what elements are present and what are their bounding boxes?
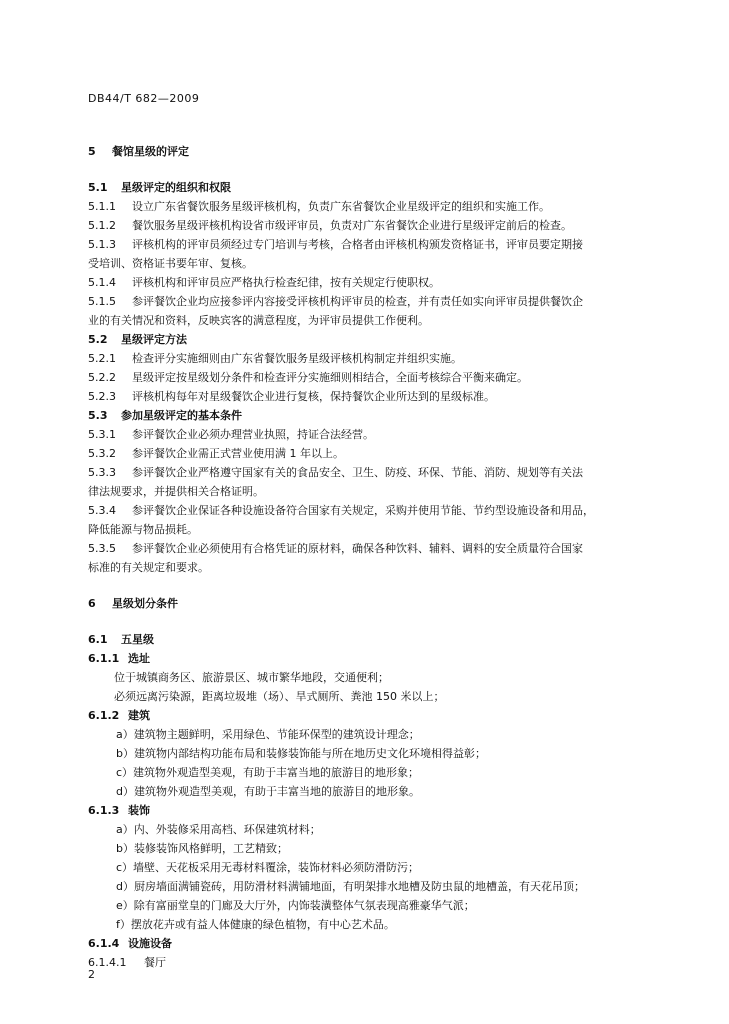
- clause-6-1-3-item-f: f）摆放花卉或有益人体健康的绿色植物，有中心艺术品。: [116, 918, 395, 931]
- clause-5-1-3-cont: 受培训、资格证书要年审、复核。: [88, 257, 253, 270]
- clause-5-3-5: 5.3.5 参评餐饮企业必须使用有合格凭证的原材料，确保各种饮料、辅料、调料的安全质量符合国家: [88, 542, 583, 555]
- document-header: DB44/T 682—2009: [88, 92, 200, 105]
- clause-6-1-3-item-e: e）除有富丽堂皇的门廊及大厅外，内饰装潢整体气氛表现高雅豪华气派；: [116, 899, 475, 912]
- clause-6-1-2-item-a: a）建筑物主题鲜明，采用绿色、节能环保型的建筑设计理念；: [116, 728, 420, 741]
- clause-5-1: 5.1 星级评定的组织和权限: [88, 181, 231, 194]
- clause-6-1-3-item-c: c）墙壁、天花板采用无毒材料覆涂，装饰材料必须防滑防污；: [116, 861, 420, 874]
- clause-6-1-3-item-b: b）装修装饰风格鲜明，工艺精致；: [116, 842, 288, 855]
- clause-6-1-2-item-b: b）建筑物内部结构功能布局和装修装饰能与所在地历史文化环境相得益彰；: [116, 747, 486, 760]
- clause-6-1-4-1: 6.1.4.1 餐厅: [88, 956, 166, 969]
- clause-5-1-5: 5.1.5 参评餐饮企业均应接参评内容接受评核机构评审员的检查，并有责任如实向评审员提供餐饮企: [88, 295, 583, 308]
- clause-5-2-1: 5.2.1 检查评分实施细则由广东省餐饮服务星级评核机构制定并组织实施。: [88, 352, 462, 365]
- clause-6-1-4: 6.1.4 设施设备: [88, 937, 172, 950]
- clause-5-3-3-cont: 律法规要求，并提供相关合格证明。: [88, 485, 264, 498]
- clause-5-2: 5.2 星级评定方法: [88, 333, 187, 346]
- clause-6-1-2-item-d: d）建筑物外观造型美观，有助于丰富当地的旅游目的地形象。: [116, 785, 420, 798]
- clause-6-1-3-item-d: d）厨房墙面满铺瓷砖，用防滑材料满铺地面，有明架排水地槽及防虫鼠的地槽盖，有天花吊顶；: [116, 880, 585, 893]
- clause-6-1-2: 6.1.2 建筑: [88, 709, 150, 722]
- clause-5-3-5-cont: 标准的有关规定和要求。: [88, 561, 209, 574]
- clause-5-2-2: 5.2.2 星级评定按星级划分条件和检查评分实施细则相结合，全面考核综合平衡来确定。: [88, 371, 528, 384]
- clause-5-3-4: 5.3.4 参评餐饮企业保证各种设施设备符合国家有关规定，采购并使用节能、节约型设施设备和用品，: [88, 504, 594, 517]
- clause-5-1-2: 5.1.2 餐饮服务星级评核机构设省市级评审员，负责对广东省餐饮企业进行星级评定前后的检查。: [88, 219, 572, 232]
- clause-5-2-3: 5.2.3 评核机构每年对星级餐饮企业进行复核，保持餐饮企业所达到的星级标准。: [88, 390, 495, 403]
- clause-5-1-4: 5.1.4 评核机构和评审员应严格执行检查纪律，按有关规定行使职权。: [88, 276, 440, 289]
- section-5-heading: 5 餐馆星级的评定: [88, 145, 189, 158]
- clause-6-1-1-line-1: 位于城镇商务区、旅游景区、城市繁华地段，交通便利；: [114, 671, 389, 684]
- clause-5-3-1: 5.3.1 参评餐饮企业必须办理营业执照，持证合法经营。: [88, 428, 374, 441]
- clause-6-1-3: 6.1.3 装饰: [88, 804, 150, 817]
- clause-6-1-3-item-a: a）内、外装修采用高档、环保建筑材料；: [116, 823, 321, 836]
- clause-5-3-4-cont: 降低能源与物品损耗。: [88, 523, 198, 536]
- page-number: 2: [88, 968, 95, 981]
- clause-5-1-5-cont: 业的有关情况和资料，反映宾客的满意程度，为评审员提供工作便利。: [88, 314, 429, 327]
- clause-6-1-1-line-2: 必须远离污染源，距离垃圾堆（场）、旱式厕所、粪池 150 米以上；: [114, 690, 445, 703]
- clause-6-1-1: 6.1.1 选址: [88, 652, 150, 665]
- section-6-heading: 6 星级划分条件: [88, 597, 178, 610]
- clause-5-1-3: 5.1.3 评核机构的评审员须经过专门培训与考核，合格者由评核机构颁发资格证书，评审员要定期接: [88, 238, 583, 251]
- clause-5-1-1: 5.1.1 设立广东省餐饮服务星级评核机构，负责广东省餐饮企业星级评定的组织和实施工作。: [88, 200, 550, 213]
- clause-5-3-2: 5.3.2 参评餐饮企业需正式营业使用满 1 年以上。: [88, 447, 344, 460]
- clause-6-1-2-item-c: c）建筑物外观造型美观，有助于丰富当地的旅游目的地形象；: [116, 766, 420, 779]
- clause-5-3: 5.3 参加星级评定的基本条件: [88, 409, 242, 422]
- clause-5-3-3: 5.3.3 参评餐饮企业严格遵守国家有关的食品安全、卫生、防疫、环保、节能、消防、规划等有关法: [88, 466, 583, 479]
- clause-6-1: 6.1 五星级: [88, 633, 154, 646]
